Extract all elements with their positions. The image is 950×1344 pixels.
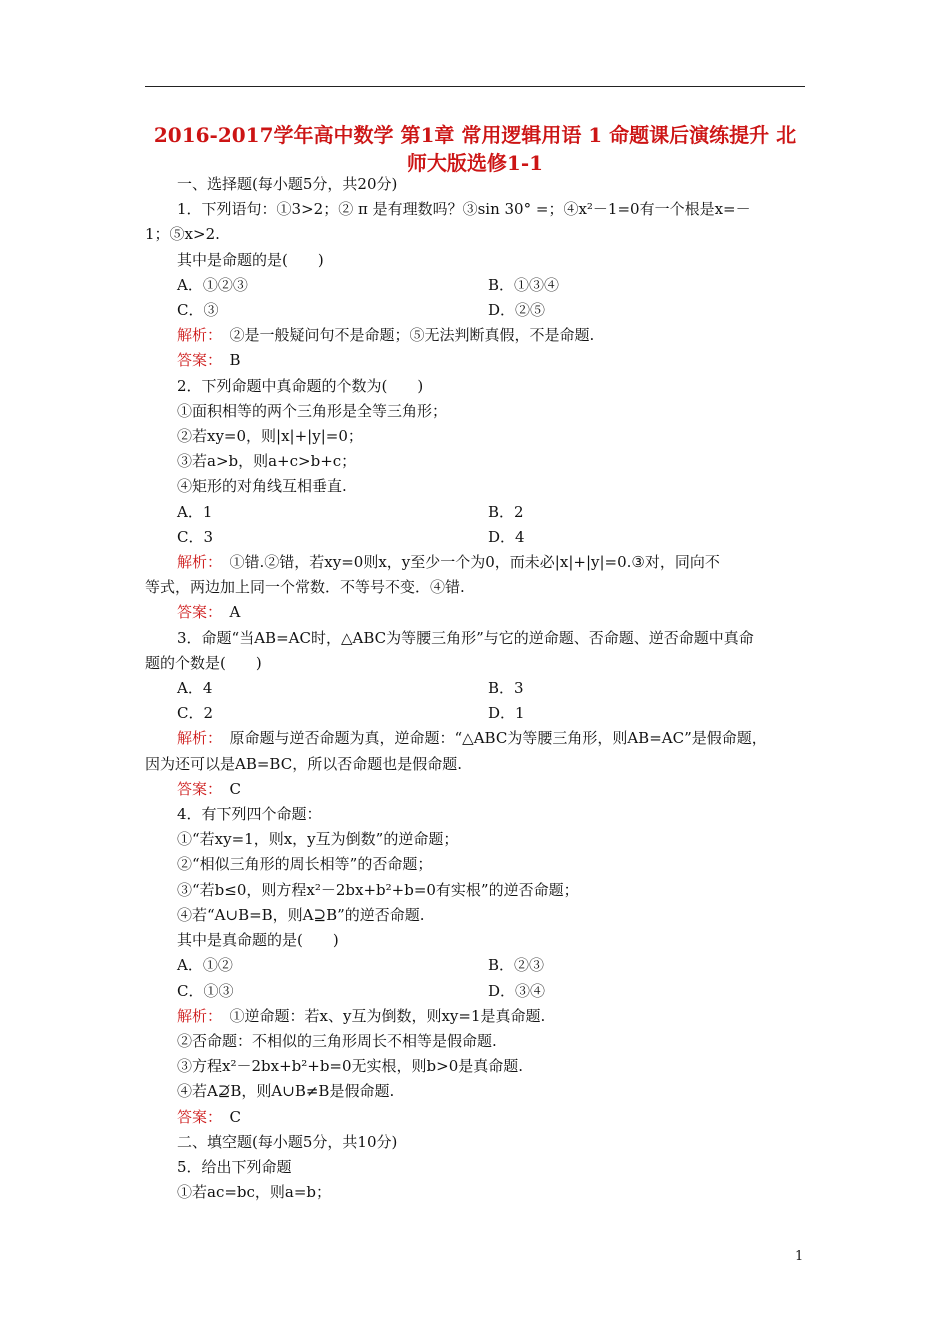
option-d: D．4 [488,527,525,546]
answer-1: 答案： B [177,351,241,370]
option-a: A．①②③ [177,275,248,294]
option-d: D．1 [488,704,525,723]
solution-label: 解析： [177,729,215,748]
solution-3: 解析： 原命题与逆否命题为真，逆命题：“△ABC为等腰三角形，则AB=AC”是假命题， [177,729,767,748]
answer-label: 答案： [177,779,215,798]
options-row [145,676,810,701]
option-c: C．③ [177,301,219,320]
document-title: 2016-2017学年高中数学 第1章 常用逻辑用语 1 命题课后演练提升 北师大版选修1-1 [153,123,797,175]
options-row [145,500,810,525]
option-b: B．3 [488,679,524,698]
statement-item: ④若“A∪B=B，则A⊇B”的逆否命题. [177,905,425,924]
option-a: A．1 [177,502,213,521]
solution-4-line: ④若A⊉B，则A∪B≠B是假命题. [177,1082,395,1101]
header-rule [145,86,805,87]
solution-4: 解析： ①逆命题：若x、y互为倒数，则xy=1是真命题. [177,1006,546,1025]
option-b: B．②③ [488,956,545,975]
document-body [145,172,810,1205]
options-row [145,979,810,1004]
option-c: C．2 [177,704,214,723]
question-3-cont: 题的个数是( ) [145,653,262,672]
question-3: 3．命题“当AB=AC时，△ABC为等腰三角形”与它的逆命题、否命题、逆否命题中真命 [177,628,754,647]
solution-2-cont: 等式，两边加上同一个常数．不等号不变．④错. [145,578,465,597]
options-row [145,701,810,726]
question-2: 2．下列命题中真命题的个数为( ) [177,376,424,395]
options-row [145,298,810,323]
option-a: A．4 [177,679,213,698]
statement-item: ③“若b≤0，则方程x²－2bx+b²+b=0有实根”的逆否命题； [177,880,579,899]
statement-item: ②若xy=0，则|x|+|y|=0； [177,427,363,446]
solution-label: 解析： [177,553,215,572]
solution-1: 解析： ②是一般疑问句不是命题；⑤无法判断真假，不是命题. [177,326,595,345]
statement-item: ①“若xy=1，则x，y互为倒数”的逆命题； [177,830,459,849]
option-c: C．①③ [177,981,234,1000]
option-a: A．①② [177,956,233,975]
question-1-cont: 1；⑤x>2. [145,225,220,244]
solution-4-line: ③方程x²－2bx+b²+b=0无实根，则b>0是真命题. [177,1057,524,1076]
section-heading: 二、填空题(每小题5分，共10分) [177,1132,398,1151]
solution-2: 解析： ①错.②错，若xy=0则x，y至少一个为0，而未必|x|+|y|=0.③对，同向不 [177,553,720,572]
answer-3: 答案： C [177,779,241,798]
solution-3-cont: 因为还可以是AB=BC，所以否命题也是假命题. [145,754,462,773]
statement-item: ①若ac=bc，则a=b； [177,1183,332,1202]
statement-item: ②“相似三角形的周长相等”的否命题； [177,855,433,874]
statement-item: ①面积相等的两个三角形是全等三角形； [177,401,448,420]
statement-item: ③若a>b，则a+c>b+c； [177,452,357,471]
question-1-prompt: 其中是命题的是( ) [177,250,324,269]
options-row [145,273,810,298]
question-5: 5．给出下列命题 [177,1157,292,1176]
answer-2: 答案： A [177,603,241,622]
option-b: B．①③④ [488,275,560,294]
option-d: D．②⑤ [488,301,546,320]
options-row [145,953,810,978]
question-1: 1．下列语句：①3>2；② π 是有理数吗？③sin 30° =；④x²－1=0有一个根是x=－ [177,200,751,219]
page-number: 1 [795,1249,804,1264]
question-4-prompt: 其中是真命题的是( ) [177,931,339,950]
solution-4-line: ②否命题：不相似的三角形周长不相等是假命题. [177,1031,497,1050]
option-d: D．③④ [488,981,546,1000]
question-4: 4．有下列四个命题： [177,805,322,824]
option-b: B．2 [488,502,524,521]
answer-label: 答案： [177,1107,215,1126]
statement-item: ④矩形的对角线互相垂直. [177,477,347,496]
answer-label: 答案： [177,603,215,622]
option-c: C．3 [177,527,214,546]
options-row [145,525,810,550]
answer-4: 答案： C [177,1107,241,1126]
section-heading: 一、选择题(每小题5分，共20分) [177,175,398,193]
solution-label: 解析： [177,1006,215,1025]
solution-label: 解析： [177,326,215,345]
answer-label: 答案： [177,351,215,370]
